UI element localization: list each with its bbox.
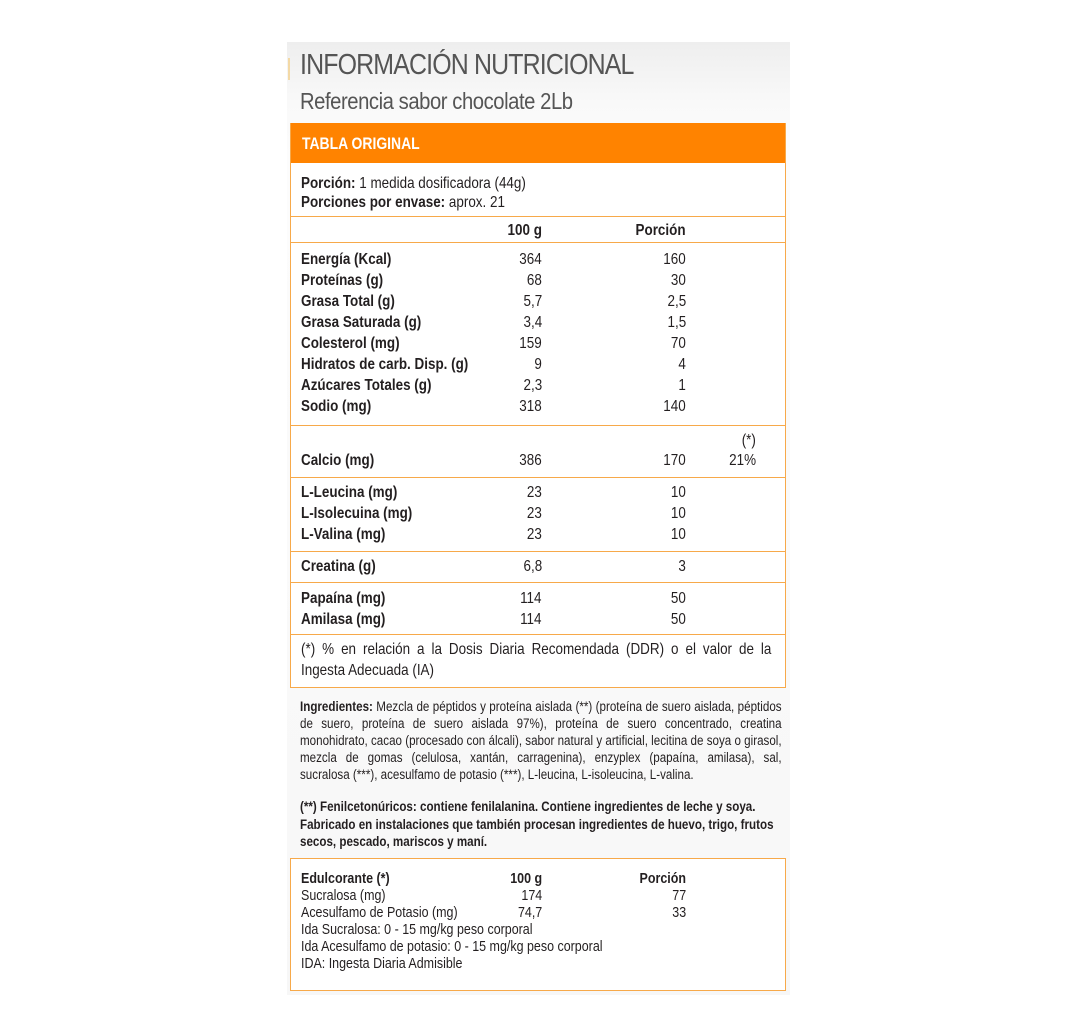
divider: [291, 634, 785, 635]
title-accent-bar: [288, 58, 290, 80]
table-row: Acesulfamo de Potasio (mg) 74,7 33: [301, 905, 686, 921]
table-row: Papaína (mg) 114 50: [301, 590, 686, 607]
table-row: Grasa Saturada (g) 3,4 1,5: [301, 314, 686, 331]
table-row: Sucralosa (mg) 174 77: [301, 888, 686, 904]
table-row: L-Isolecuina (mg) 23 10: [301, 505, 686, 522]
sweetener-header-row: [291, 871, 785, 888]
table-row: L-Valina (mg) 23 10: [301, 526, 686, 543]
page-title: INFORMACIÓN NUTRICIONAL: [300, 49, 634, 81]
table-row: L-Leucina (mg) 23 10: [301, 484, 686, 501]
table-row: Calcio (mg) 386 170 21%: [301, 452, 756, 469]
sweetener-table: [290, 858, 786, 991]
column-header-per100: 100 g: [507, 222, 542, 239]
table-row: Grasa Total (g) 5,7 2,5: [301, 293, 686, 310]
table-row: Hidratos de carb. Disp. (g) 9 4: [301, 356, 686, 373]
nutrition-table: [290, 123, 786, 688]
divider: [291, 216, 785, 217]
column-header-row: [291, 220, 785, 241]
table-row: Azúcares Totales (g) 2,3 1: [301, 377, 686, 394]
sweetener-note: Ida Sucralosa: 0 - 15 mg/kg peso corporal: [301, 922, 533, 938]
serving-size: [301, 173, 526, 194]
sweetener-header-per100: 100 g: [510, 871, 542, 887]
sweetener-header-name: Edulcorante (*): [301, 871, 390, 887]
servings-per-container-value: aprox. 21: [448, 194, 505, 211]
column-header-per-serving: Porción: [635, 222, 686, 239]
divider: [291, 582, 785, 583]
divider: [291, 551, 785, 552]
ingredients-text: [300, 698, 782, 783]
serving-size-label: Porción:: [301, 175, 356, 192]
ingredients-body: Mezcla de péptidos y proteína aislada (**) (proteína de suero aislada, péptidos de suero, proteína de suero aislada 97%), proteína de suero concentrado, creatina monohidrato, cacao (procesado con álcali), sabor natural y artificial, lecitina de soya o girasol, mezcla de gomas (celulosa, xantán, carragenina), enzyplex (papaína, amilasa), sal, sucralosa (***), acesulfamo de potasio (***), L-leucina, L-isoleucina, L-valina.: [300, 699, 782, 782]
servings-per-container: [301, 192, 505, 213]
table-row: Amilasa (mg) 114 50: [301, 611, 686, 628]
calcium-pct-marker: (*): [741, 432, 756, 449]
table-row: Sodio (mg) 318 140: [301, 398, 686, 415]
table-row: Proteínas (g) 68 30: [301, 272, 686, 289]
ingredients-label: Ingredientes:: [300, 699, 373, 714]
divider: [291, 425, 785, 426]
sweetener-header-per-serving: Porción: [639, 871, 686, 887]
table-header: [291, 123, 785, 163]
table-footnote: (*) % en relación a la Dosis Diaria Recomendada (DDR) o el valor de la Ingesta Adecuada (IA): [301, 641, 772, 679]
divider: [291, 477, 785, 478]
calcium-pct-marker-row: [291, 430, 785, 451]
sweetener-note: IDA: Ingesta Diaria Admisible: [301, 956, 463, 972]
table-row: Creatina (g) 6,8 3: [301, 558, 686, 575]
sweetener-note: Ida Acesulfamo de potasio: 0 - 15 mg/kg peso corporal: [301, 939, 603, 955]
servings-per-container-label: Porciones por envase:: [301, 194, 446, 211]
serving-size-value: 1 medida dosificadora (44g): [359, 175, 526, 192]
page-subtitle: Referencia sabor chocolate 2Lb: [300, 88, 573, 114]
divider: [291, 242, 785, 243]
allergens-text: (**) Fenilcetonúricos: contiene fenilalanina. Contiene ingredientes de leche y soya. Fabricado en instalaciones que también procesan ingredientes de huevo, trigo, frutos secos, pescado, mariscos y maní.: [300, 799, 774, 849]
table-row: Energía (Kcal) 364 160: [301, 251, 686, 268]
calcium-pct: 21%: [729, 452, 756, 469]
table-row: Colesterol (mg) 159 70: [301, 335, 686, 352]
table-header-label: TABLA ORIGINAL: [302, 134, 420, 153]
